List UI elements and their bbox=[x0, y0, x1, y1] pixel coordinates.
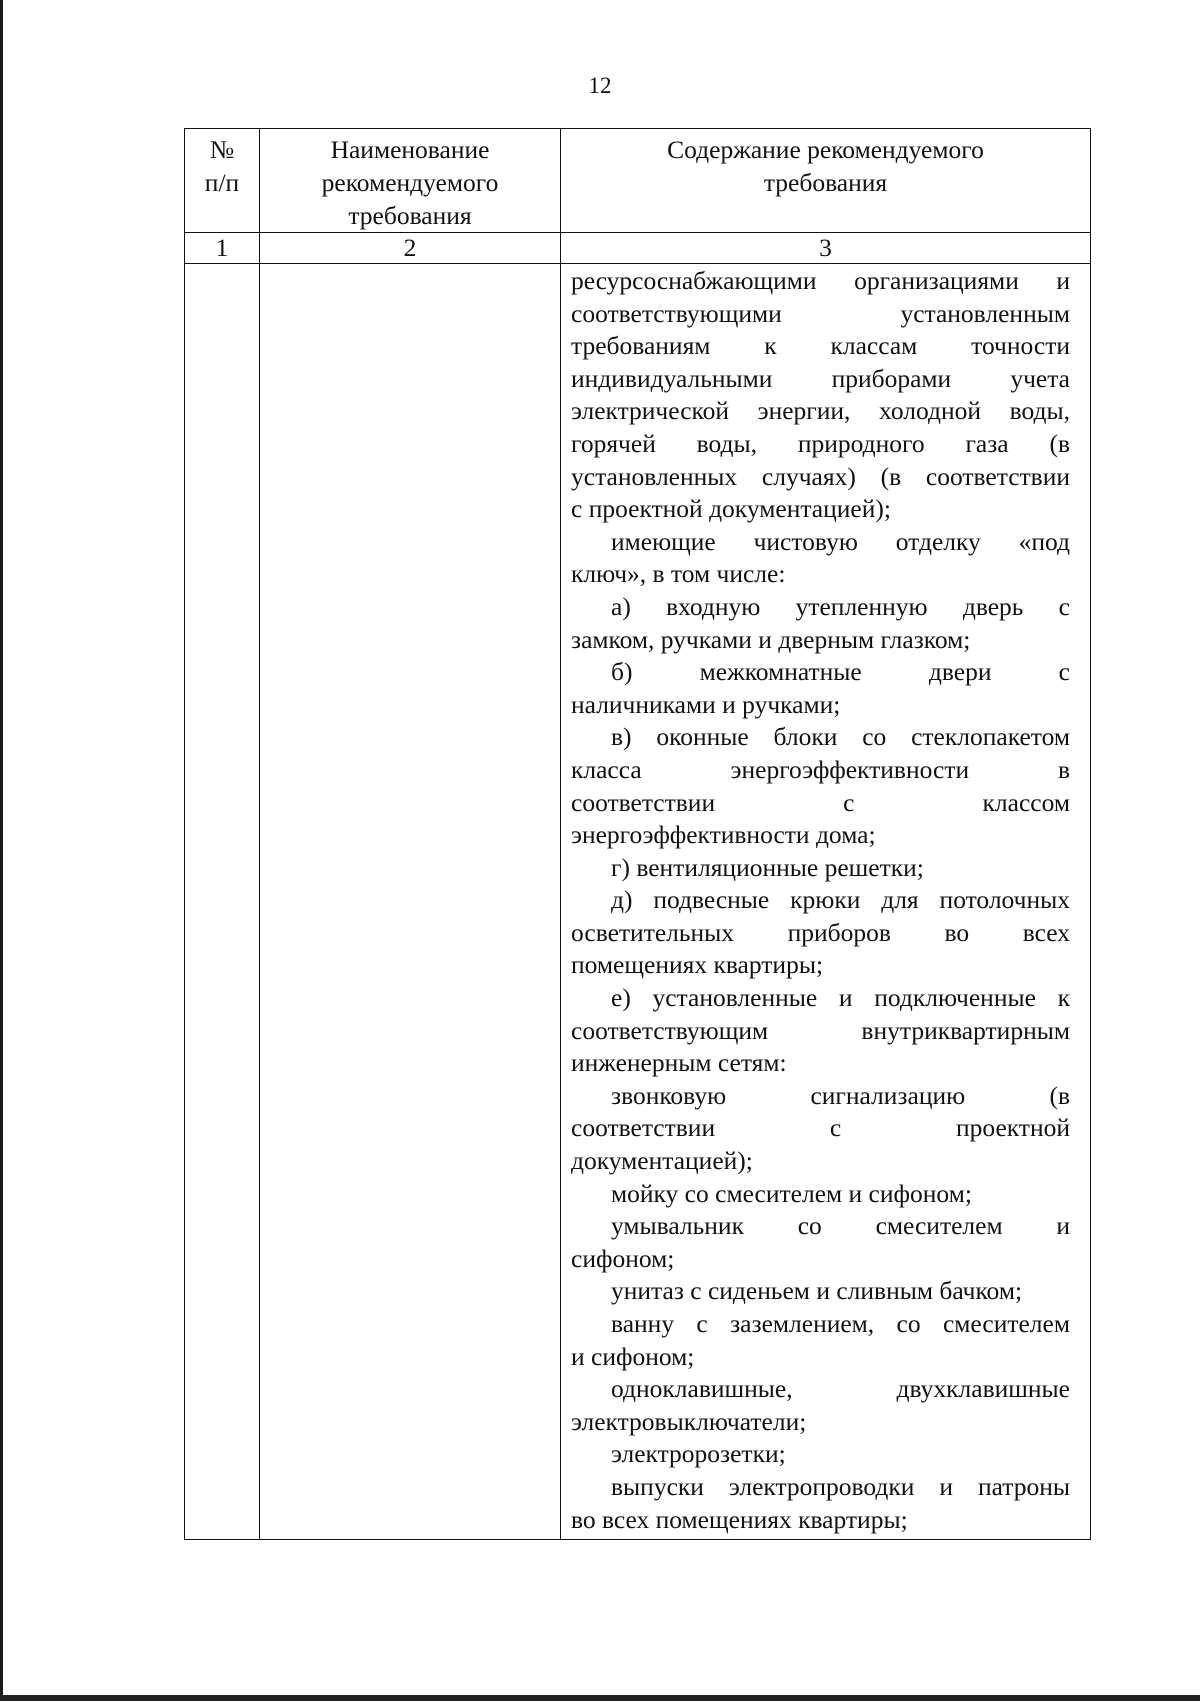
header-name-line-3: требования bbox=[348, 201, 472, 230]
content-line: с проектной документацией); bbox=[571, 494, 891, 524]
requirements-table bbox=[184, 128, 1091, 1540]
content-line: энергоэффективности дома; bbox=[571, 820, 876, 850]
content-line: наличниками и ручками; bbox=[571, 689, 841, 719]
content-line: сифоном; bbox=[571, 1243, 675, 1273]
content-line: индивидуальными приборами учета bbox=[571, 363, 1070, 393]
content-line: д) подвесные крюки для потолочных bbox=[611, 885, 1070, 915]
table-row bbox=[185, 264, 1091, 1540]
content-line: звонковую сигнализацию (в bbox=[611, 1080, 1070, 1110]
column-number-3: 3 bbox=[561, 233, 1091, 264]
header-content bbox=[561, 129, 1091, 233]
header-content-line-1: Содержание рекомендуемого bbox=[667, 135, 984, 164]
content-line: б) межкомнатные двери с bbox=[611, 657, 1070, 687]
content-line: документацией); bbox=[571, 1146, 753, 1176]
content-line: установленных случаях) (в соответствии bbox=[571, 461, 1070, 491]
row-content-cell bbox=[561, 264, 1091, 1540]
column-number-row bbox=[185, 233, 1091, 264]
content-line: во всех помещениях квартиры; bbox=[571, 1504, 908, 1534]
content-line: осветительных приборов во всех bbox=[571, 917, 1070, 947]
content-line: и сифоном; bbox=[571, 1341, 695, 1371]
content-line: г) вентиляционные решетки; bbox=[611, 852, 924, 882]
content-line: выпуски электропроводки и патроны bbox=[611, 1471, 1070, 1501]
content-line: а) входную утепленную дверь с bbox=[611, 591, 1070, 621]
content-line: е) установленные и подключенные к bbox=[611, 983, 1070, 1013]
content-line: инженерным сетям: bbox=[571, 1048, 787, 1078]
content-line: ключ», в том числе: bbox=[571, 559, 786, 589]
content-line: помещениях квартиры; bbox=[571, 950, 824, 980]
table-header-row bbox=[185, 129, 1091, 233]
content-line: электрической энергии, холодной воды, bbox=[571, 396, 1070, 426]
content-line: электровыключатели; bbox=[571, 1406, 807, 1436]
content-line: имеющие чистовую отделку «под bbox=[611, 526, 1070, 556]
scan-edge-left bbox=[0, 0, 3, 1701]
header-name bbox=[260, 129, 561, 233]
column-number-2: 2 bbox=[260, 233, 561, 264]
row-number-cell bbox=[185, 264, 260, 1540]
content-line: ресурсоснабжающими организациями и bbox=[571, 266, 1070, 295]
row-name-cell bbox=[260, 264, 561, 1540]
content-line: ванну с заземлением, со смесителем bbox=[611, 1309, 1070, 1338]
header-name-line-1: Наименование bbox=[330, 135, 490, 164]
header-name-line-2: рекомендуемого bbox=[321, 168, 499, 197]
content-line: соответствующим внутриквартирным bbox=[571, 1015, 1070, 1045]
content-line: требованиям к классам точности bbox=[571, 331, 1070, 361]
header-number-line-1: № bbox=[209, 135, 235, 164]
content-line: умывальник со смесителем и bbox=[611, 1211, 1070, 1241]
content-line: в) оконные блоки со стеклопакетом bbox=[611, 722, 1070, 752]
content-line: мойку со смесителем и сифоном; bbox=[611, 1178, 972, 1208]
scan-edge-bottom bbox=[0, 1695, 1200, 1701]
content-line: унитаз с сиденьем и сливным бачком; bbox=[611, 1276, 1023, 1306]
header-number bbox=[185, 129, 260, 233]
column-number-1: 1 bbox=[185, 233, 260, 264]
header-number-line-2: п/п bbox=[204, 168, 240, 197]
content-line: соответствии с классом bbox=[571, 787, 1070, 817]
content-line: соответствующими установленным bbox=[571, 298, 1070, 328]
content-line: одноклавишные, двухклавишные bbox=[611, 1374, 1070, 1404]
content-line: замком, ручками и дверным глазком; bbox=[571, 624, 971, 654]
content-line: горячей воды, природного газа (в bbox=[571, 428, 1070, 458]
page-number: 12 bbox=[588, 73, 612, 98]
content-line: соответствии с проектной bbox=[571, 1113, 1070, 1143]
content-line: класса энергоэффективности в bbox=[571, 754, 1070, 784]
content-line: электророзетки; bbox=[611, 1439, 786, 1469]
header-content-line-2: требования bbox=[763, 168, 888, 197]
